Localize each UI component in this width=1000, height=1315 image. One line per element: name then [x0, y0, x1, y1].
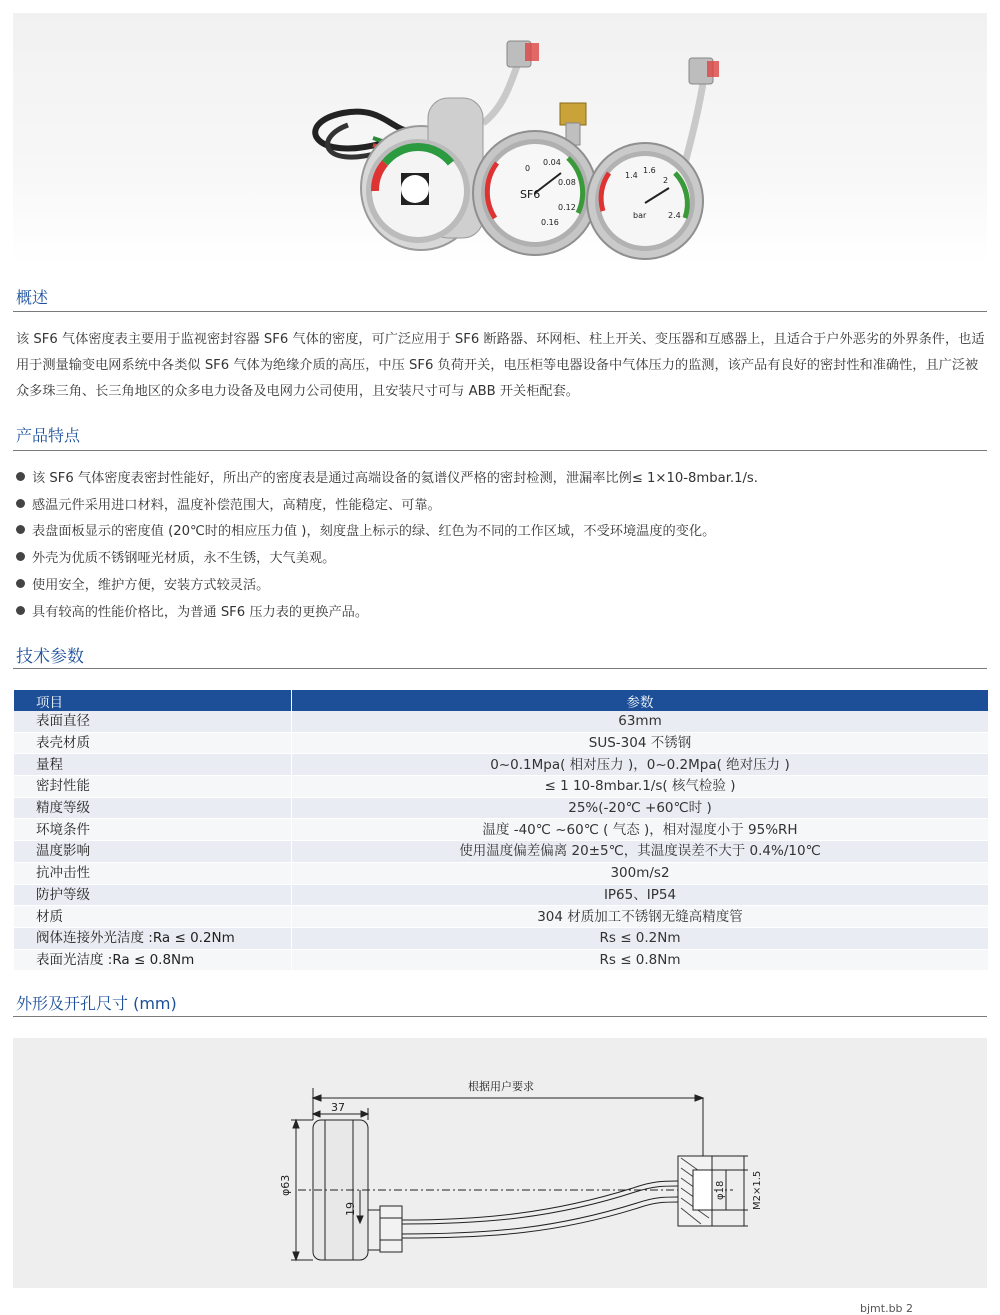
dimension-label: φ18 — [715, 1180, 726, 1200]
gauge-left — [361, 98, 483, 250]
gauge-mark: SF6 — [520, 188, 541, 201]
bullet-icon — [16, 499, 25, 508]
section-title-specs: 技术参数 — [16, 647, 84, 667]
gauge-mark: bar — [633, 211, 647, 220]
feature-text: 该 SF6 气体密度表密封性能好，所出产的密度表是通过高端设备的氦谱仪严格的密封检测，泄漏率比例≤ 1×10-8mbar.1/s. — [32, 471, 758, 486]
list-item — [16, 466, 758, 493]
gauge-mark: 2.4 — [668, 211, 681, 220]
spec-table — [14, 690, 988, 971]
gauge-mark: 2 — [663, 176, 669, 185]
table-row — [14, 949, 988, 971]
gauge-right — [587, 143, 703, 259]
table-cell-value: IP65、IP54 — [292, 884, 989, 906]
list-item — [16, 546, 758, 573]
table-header-row — [14, 690, 988, 711]
table-row — [14, 862, 988, 884]
table-row — [14, 841, 988, 863]
table-row — [14, 797, 988, 819]
bullet-icon — [16, 552, 25, 561]
dimension-label: M2×1.5 — [752, 1170, 763, 1210]
gauges-illustration — [13, 13, 987, 265]
bullet-icon — [16, 579, 25, 588]
bullet-icon — [16, 472, 25, 481]
feature-text: 表盘面板显示的密度值 (20℃时的相应压力值 )，刻度盘上标示的绿、红色为不同的工作区域，不受环境温度的变化。 — [32, 524, 716, 540]
table-cell-key: 抗冲击性 — [14, 862, 292, 884]
table-cell-value: 63mm — [292, 711, 989, 732]
dimension-label: 37 — [331, 1101, 345, 1114]
product-photo — [13, 13, 987, 265]
table-row — [14, 906, 988, 928]
table-cell-value: Rs ≤ 0.8Nm — [292, 949, 989, 971]
gauge-mark: 0.04 — [543, 158, 561, 167]
table-row — [14, 776, 988, 798]
dimension-label: φ63 — [279, 1174, 292, 1196]
table-cell-key: 阀体连接外光洁度 :Ra ≤ 0.2Nm — [14, 927, 292, 949]
feature-text: 外壳为优质不锈钢哑光材质，永不生锈，大气美观。 — [32, 551, 336, 567]
gauge-mark: 1.4 — [625, 171, 638, 180]
table-cell-key: 量程 — [14, 754, 292, 776]
section-title-dimensions: 外形及开孔尺寸 (mm) — [16, 994, 177, 1013]
feature-text: 使用安全，维护方便，安装方式较灵活。 — [32, 577, 270, 593]
table-cell-key: 精度等级 — [14, 797, 292, 819]
gauge-mark: 0.16 — [541, 218, 559, 227]
gauge-mark: 0 — [525, 164, 531, 173]
feature-text: 感温元件采用进口材料，温度补偿范围大，高精度，性能稳定、可靠。 — [32, 497, 441, 513]
table-cell-value: ≤ 1 10-8mbar.1/s( 核气检验 ) — [292, 776, 989, 798]
table-row — [14, 884, 988, 906]
section-title-features: 产品特点 — [16, 426, 81, 445]
section-divider — [13, 1016, 987, 1017]
list-item — [16, 573, 758, 600]
list-item — [16, 519, 758, 546]
table-cell-value: 300m/s2 — [292, 862, 989, 884]
table-row — [14, 711, 988, 732]
table-row — [14, 819, 988, 841]
table-cell-key: 表面直径 — [14, 711, 292, 732]
table-row — [14, 927, 988, 949]
gauge-mark: 0.12 — [558, 203, 576, 212]
dimension-drawing-svg — [13, 1038, 987, 1288]
dimension-drawing — [13, 1038, 987, 1288]
dimension-label: 19 — [344, 1202, 357, 1216]
table-header-item: 项目 — [14, 690, 292, 711]
table-cell-key: 环境条件 — [14, 819, 292, 841]
section-divider — [13, 311, 987, 312]
gauge-mark: 0.08 — [558, 178, 576, 187]
table-cell-key: 表壳材质 — [14, 732, 292, 754]
section-divider — [13, 450, 987, 451]
list-item — [16, 493, 758, 520]
list-item — [16, 600, 758, 627]
dimension-label: 根据用户要求 — [468, 1080, 534, 1093]
table-cell-value: 温度 -40℃ ~60℃ ( 气态 )，相对湿度小于 95%RH — [292, 819, 989, 841]
feature-text: 具有较高的性能价格比，为普通 SF6 压力表的更换产品。 — [32, 604, 369, 620]
table-cell-value: 304 材质加工不锈钢无缝高精度管 — [292, 906, 989, 928]
overview-text: 该 SF6 气体密度表主要用于监视密封容器 SF6 气体的密度，可广泛应用于 SF6 断路器、环网柜、柱上开关、变压器和互感器上，且适合于户外恶劣的外界条件，也适用于测量输变电网系统中各类似 SF6 气体为绝缘介质的高压，中压 SF6 负荷开关，电压柜等电器设备中气体压力的监测，该产品有良好的密封性和准确性，且广泛被众多珠三角、长三角地区的众多电力设备及电网力公司使用，且安装尺寸可与 ABB 开关柜配套。 — [16, 332, 985, 399]
table-cell-value: Rs ≤ 0.2Nm — [292, 927, 989, 949]
table-cell-key: 表面光洁度 :Ra ≤ 0.8Nm — [14, 949, 292, 971]
table-cell-value: 使用温度偏差偏离 20±5℃，其温度误差不大于 0.4%/10℃ — [292, 841, 989, 863]
table-cell-value: SUS-304 不锈钢 — [292, 732, 989, 754]
table-row — [14, 732, 988, 754]
gauge-mark: 1.6 — [643, 166, 656, 175]
gauge-center — [473, 131, 597, 255]
feature-list — [16, 466, 758, 626]
section-title-overview: 概述 — [16, 288, 49, 307]
bullet-icon — [16, 606, 25, 615]
table-cell-key: 防护等级 — [14, 884, 292, 906]
table-cell-key: 材质 — [14, 906, 292, 928]
bullet-icon — [16, 525, 25, 534]
page-footer: bjmt.bb 2 — [860, 1302, 914, 1315]
table-header-value: 参数 — [292, 690, 989, 711]
table-row — [14, 754, 988, 776]
table-cell-key: 密封性能 — [14, 776, 292, 798]
section-divider — [13, 668, 987, 669]
table-cell-key: 温度影响 — [14, 841, 292, 863]
table-cell-value: 25%(-20℃ +60℃时 ) — [292, 797, 989, 819]
table-cell-value: 0~0.1Mpa( 相对压力 )，0~0.2Mpa( 绝对压力 ) — [292, 754, 989, 776]
